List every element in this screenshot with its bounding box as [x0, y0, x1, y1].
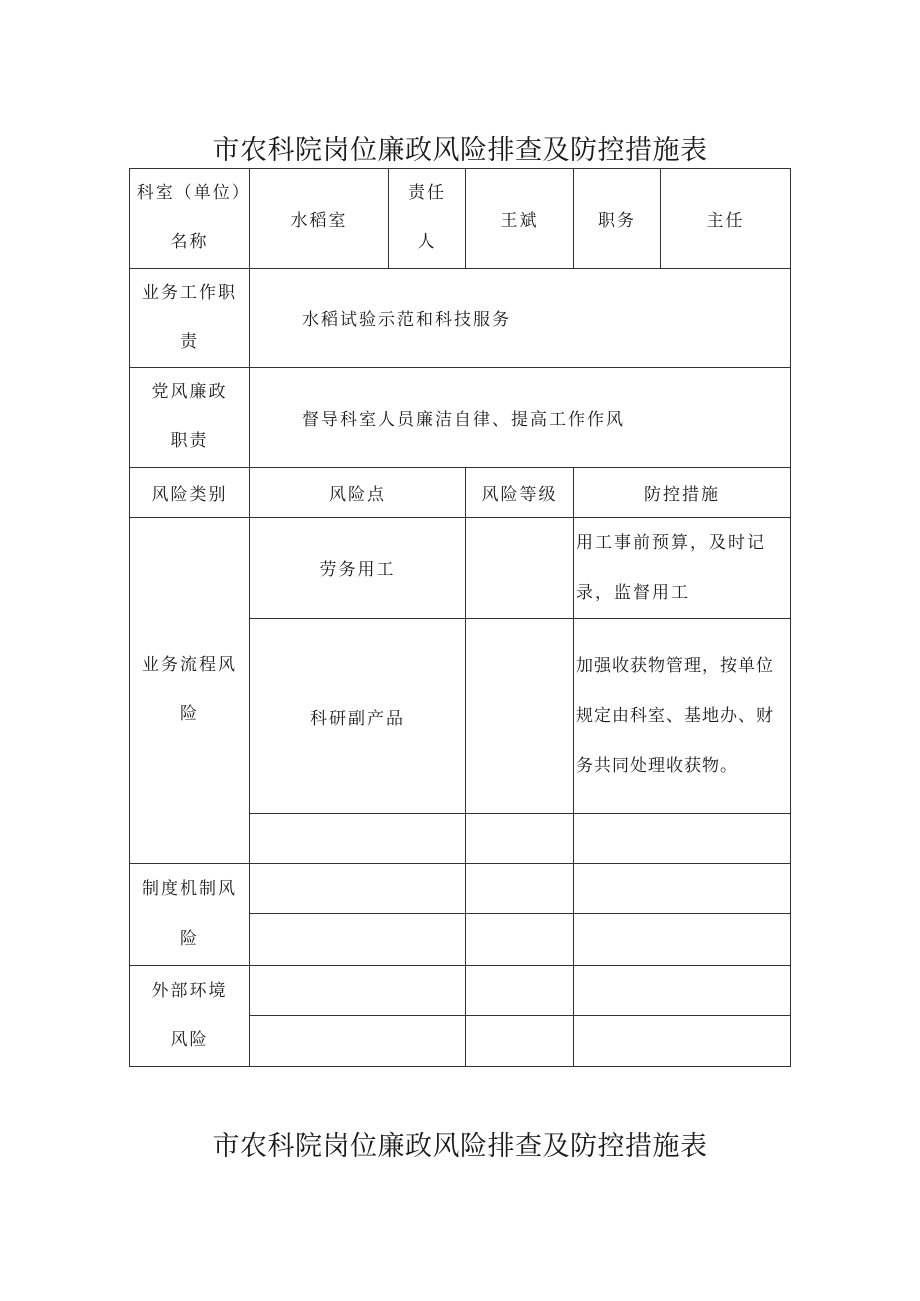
system-measures-1 [574, 864, 791, 914]
party-duty-value-cell [250, 368, 791, 468]
document-title: 市农科院岗位廉政风险排查及防控措施表 [212, 135, 708, 166]
business-duty-value-cell [250, 268, 791, 368]
process-measures-3 [574, 814, 791, 864]
risk-table [129, 168, 791, 1067]
dept-value: 水稻室 [290, 210, 348, 231]
business-duty-row [130, 268, 791, 368]
external-point-1 [250, 966, 466, 1016]
system-point-1 [250, 864, 466, 914]
process-category-cell [130, 517, 250, 863]
external-category-label: 外部环境风险 [151, 980, 228, 1051]
header-row [130, 169, 791, 269]
process-level-1 [466, 517, 574, 618]
business-duty-label-cell [130, 268, 250, 368]
col-category-header: 风险类别 [130, 467, 250, 517]
system-measures-2 [574, 914, 791, 966]
col-level-header: 风险等级 [466, 467, 574, 517]
business-duty-label: 业务工作职责 [142, 282, 237, 352]
system-category-label: 制度机制风险 [142, 879, 237, 949]
col-point-header: 风险点 [250, 467, 466, 517]
col-measures-header: 防控措施 [574, 467, 791, 517]
party-duty-label: 党风廉政职责 [151, 382, 228, 452]
external-point-2 [250, 1016, 466, 1067]
position-label: 职务 [598, 210, 636, 231]
external-measures-2 [574, 1016, 791, 1067]
external-level-2 [466, 1016, 574, 1067]
party-duty-value: 督导科室人员廉洁自律、提高工作作风 [302, 409, 625, 430]
person-label: 责任人 [408, 183, 446, 253]
position-value: 主任 [706, 210, 745, 231]
process-point-1: 劳务用工 [250, 517, 466, 618]
process-measures-1: 用工事前预算，及时记录，监督用工 [576, 532, 766, 603]
process-point-3 [250, 814, 466, 864]
position-label-cell [574, 169, 661, 269]
dept-label: 科室（单位）名称 [136, 183, 243, 253]
process-point-2: 科研副产品 [250, 619, 466, 814]
process-level-2 [466, 619, 574, 814]
process-measures-1-cell [574, 517, 791, 618]
external-level-1 [466, 966, 574, 1016]
process-level-3 [466, 814, 574, 864]
dept-value-cell [250, 169, 389, 269]
column-header-row [130, 467, 791, 517]
external-category-cell [130, 966, 250, 1067]
system-point-2 [250, 914, 466, 966]
business-duty-value: 水稻试验示范和科技服务 [302, 310, 511, 331]
process-measures-2-cell [574, 619, 791, 814]
position-value-cell [661, 169, 791, 269]
document-title-repeat: 市农科院岗位廉政风险排查及防控措施表 [212, 1131, 708, 1162]
person-value-cell [466, 169, 574, 269]
process-measures-2: 加强收获物管理，按单位规定由科室、基地办、财务共同处理收获物。 [576, 655, 774, 777]
party-duty-row [130, 368, 791, 468]
system-level-1 [466, 864, 574, 914]
party-duty-label-cell [130, 368, 250, 468]
process-row-1 [130, 517, 791, 618]
system-level-2 [466, 914, 574, 966]
person-label-cell [389, 169, 466, 269]
person-value: 王斌 [500, 210, 539, 231]
external-measures-1 [574, 966, 791, 1016]
external-row-1 [130, 966, 791, 1016]
dept-label-cell [130, 169, 250, 269]
system-category-cell [130, 864, 250, 966]
process-category-label: 业务流程风险 [142, 655, 237, 725]
system-row-1 [130, 864, 791, 914]
